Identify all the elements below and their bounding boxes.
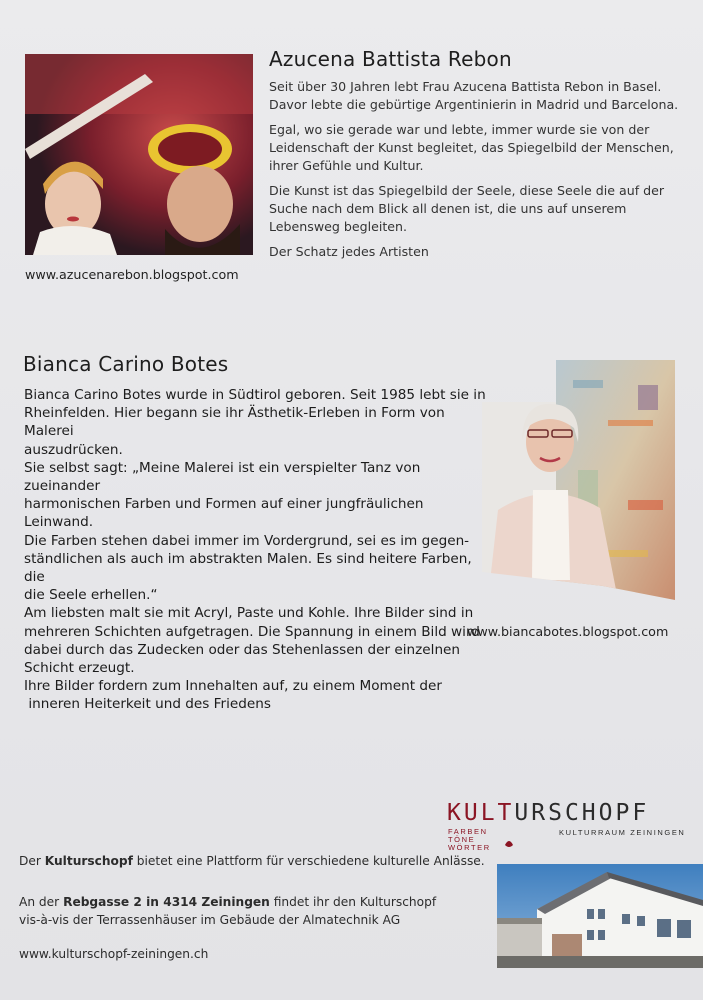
artist1-paragraph: Egal, wo sie gerade war und lebte, immer wurde sie von der Leidenschaft der Kunst begleitet, das Spiegelbild der Menschen, ihrer Gefühle und Kultur. <box>269 122 674 173</box>
artist1-paragraph: Der Schatz jedes Artisten <box>269 244 429 259</box>
artist1-bio <box>269 78 679 268</box>
artist2-line: Rheinfelden. Hier begann sie ihr Ästhetik-Erleben in Form von Malerei <box>24 405 445 440</box>
artist2-line: inneren Heiterkeit und des Friedens <box>24 696 271 713</box>
logo-sub-kulturraum: KULTURRAUM ZEININGEN <box>559 828 686 837</box>
artist1-website-link[interactable]: www.azucenarebon.blogspot.com <box>25 267 239 282</box>
logo-text-left: KUL <box>447 800 498 826</box>
artist1-name: Azucena Battista Rebon <box>269 47 512 71</box>
artist2-line: die Seele erhellen.“ <box>24 587 158 604</box>
artist1-photo <box>25 54 253 255</box>
footer-address: An der Rebgasse 2 in 4314 Zeiningen findet ihr den Kulturschopf vis-à-vis der Terrassenhäuser im Gebäude der Almatechnik AG <box>19 895 437 927</box>
artist2-name: Bianca Carino Botes <box>23 352 229 376</box>
artist2-line: auszudrücken. <box>24 441 123 458</box>
artist2-line: Bianca Carino Botes wurde in Südtirol geboren. Seit 1985 lebt sie in <box>24 387 486 403</box>
logo-drop-icon <box>503 834 515 848</box>
artist2-line: Am liebsten malt sie mit Acryl, Paste und Kohle. Ihre Bilder sind in <box>24 605 474 622</box>
artist2-line: dabei durch das Zudecken oder das Stehenlassen der einzelnen <box>24 641 461 658</box>
artist2-line: Sie selbst sagt: „Meine Malerei ist ein verspielter Tanz von zueinander <box>24 459 421 495</box>
artist2-line: harmonischen Farben und Formen auf einer jungfräulichen Leinwand. <box>24 496 424 531</box>
logo-text-right: URSCHOPF <box>514 800 650 826</box>
artist2-line: ständlichen als auch im abstrakten Malen. Es sind heitere Farben, die <box>24 550 472 586</box>
logo-sub-toene: TÖNE <box>448 835 476 844</box>
logo-text-t: T <box>497 800 515 826</box>
logo-sub-woerter: WÖRTER <box>448 843 491 852</box>
kulturschopf-logo <box>447 800 703 855</box>
footer-kulturschopf-bold: Kulturschopf <box>44 854 133 868</box>
artist2-photo <box>478 360 675 600</box>
artist2-line: Schicht erzeugt. <box>24 660 135 677</box>
artist2-line: Die Farben stehen dabei immer im Vordergrund, sei es im gegen- <box>24 532 470 549</box>
footer-website-link[interactable]: www.kulturschopf-zeiningen.ch <box>19 947 209 961</box>
footer-location: vis-à-vis der Terrassenhäuser im Gebäude der Almatechnik AG <box>19 913 401 927</box>
artist2-line: mehreren Schichten aufgetragen. Die Spannung in einem Bild wird <box>24 623 480 640</box>
artist2-website-link[interactable]: www.biancabotes.blogspot.com <box>467 624 669 639</box>
artist2-line: Ihre Bilder fordern zum Innehalten auf, zu einem Moment der <box>24 678 443 695</box>
artist1-paragraph: Seit über 30 Jahren lebt Frau Azucena Battista Rebon in Basel. Davor lebte die gebürtige Argentinierin in Madrid und Barcelona. <box>269 79 679 112</box>
artist2-bio <box>24 386 494 714</box>
footer-intro: Der Kulturschopf bietet eine Plattform für verschiedene kulturelle Anlässe. <box>19 854 485 868</box>
artist1-paragraph: Die Kunst ist das Spiegelbild der Seele, diese Seele die auf der Suche nach dem Blick all denen ist, die uns auf unserem Lebensweg begleiten. <box>269 183 665 234</box>
footer-address-bold: Rebgasse 2 in 4314 Zeiningen <box>63 895 270 909</box>
logo-sub-farben: FARBEN <box>448 827 488 836</box>
building-photo <box>497 864 703 968</box>
